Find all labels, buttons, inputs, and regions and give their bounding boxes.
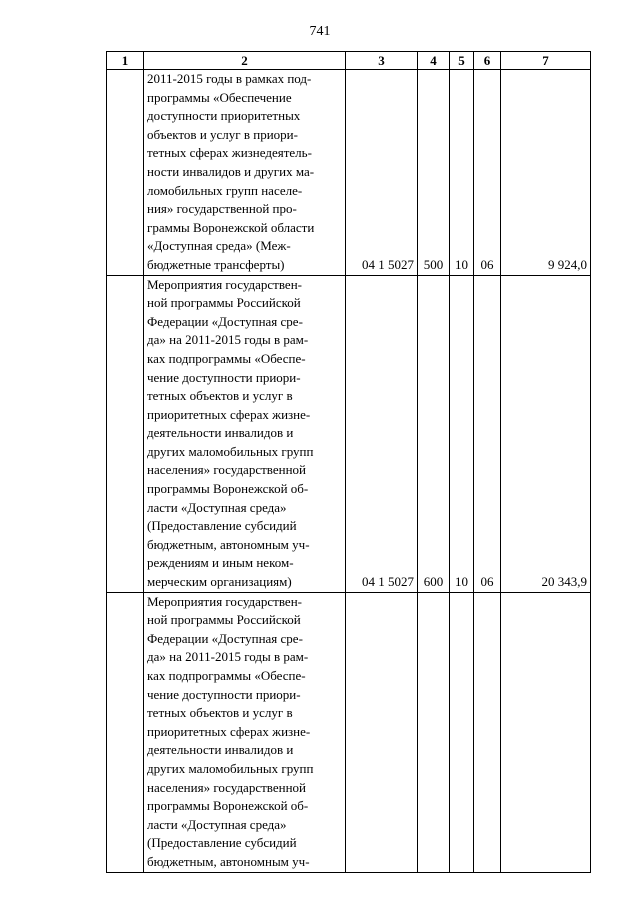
description-line: бюджетным, автономным уч- [147,853,310,869]
col-header-6: 6 [474,52,501,70]
col-header-1: 1 [107,52,144,70]
cell-target-code: 04 1 5027 [346,275,418,592]
cell-target-code [346,592,418,872]
description-line: населения» государственной [147,779,306,795]
cell-section: 10 [450,275,474,592]
cell-number [107,275,144,592]
table-row [107,275,591,592]
description-line: программы Воронежской об- [147,798,309,814]
description-line: Мероприятия государствен- [147,593,302,609]
cell-subsection: 06 [474,275,501,592]
description-line: доступности приоритетных [147,108,301,124]
col-header-4: 4 [418,52,450,70]
description-line: бюджетные трансферты) [147,256,285,272]
header-row [107,52,591,70]
description-line: чение доступности приори- [147,369,301,385]
cell-description [144,275,346,592]
cell-description [144,592,346,872]
description-line: других маломобильных групп [147,760,314,776]
col-header-2: 2 [144,52,346,70]
col-header-3: 3 [346,52,418,70]
cell-section: 10 [450,70,474,276]
cell-expense-type: 600 [418,275,450,592]
description-line: тетных объектов и услуг в [147,705,293,721]
description-line: приоритетных сферах жизне- [147,406,311,422]
cell-amount [501,592,591,872]
description-line: ках подпрограммы «Обеспе- [147,350,306,366]
description-line: 2011-2015 годы в рамках под- [147,71,312,86]
description-line: Федерации «Доступная сре- [147,630,303,646]
table-row [107,70,591,276]
description-line: реждениям и иным неком- [147,555,294,571]
description-line: да» на 2011-2015 годы в рам- [147,649,309,665]
description-line: (Предоставление субсидий [147,835,297,851]
description-line: бюджетным, автономным уч- [147,536,310,552]
cell-number [107,592,144,872]
cell-expense-type: 500 [418,70,450,276]
description-line: ности инвалидов и других ма- [147,163,315,179]
description-line: Федерации «Доступная сре- [147,313,303,329]
description-line: других маломобильных групп [147,443,314,459]
description-line: граммы Воронежской области [147,219,315,235]
description-line: чение доступности приори- [147,686,301,702]
description-line: объектов и услуг в приори- [147,126,298,142]
description-line: деятельности инвалидов и [147,425,294,441]
col-header-5: 5 [450,52,474,70]
page-number: 741 [309,24,331,39]
description-line: мерческим организациям) [147,574,292,590]
table-row [107,592,591,872]
description-line: приоритетных сферах жизне- [147,723,311,739]
description-line: программы Воронежской об- [147,481,309,497]
cell-target-code: 04 1 5027 [346,70,418,276]
cell-number [107,70,144,276]
cell-subsection [474,592,501,872]
description-line: (Предоставление субсидий [147,518,297,534]
description-line: ласти «Доступная среда» [147,499,287,515]
cell-amount: 9 924,0 [501,70,591,276]
description-line: программы «Обеспечение [147,89,292,105]
description-line: «Доступная среда» (Меж- [147,238,291,254]
col-header-7: 7 [501,52,591,70]
cell-subsection: 06 [474,70,501,276]
cell-section [450,592,474,872]
description-line: тетных объектов и услуг в [147,388,293,404]
cell-expense-type [418,592,450,872]
table-body [107,70,591,873]
cell-amount: 20 343,9 [501,275,591,592]
description-line: ния» государственной про- [147,201,297,217]
budget-table [106,51,591,873]
cell-description [144,70,346,276]
description-line: деятельности инвалидов и [147,742,294,758]
description-line: ной программы Российской [147,612,301,628]
description-line: населения» государственной [147,462,306,478]
description-line: ласти «Доступная среда» [147,816,287,832]
description-line: ной программы Российской [147,295,301,311]
description-line: тетных сферах жизнедеятель- [147,145,312,161]
description-line: Мероприятия государствен- [147,276,302,292]
description-line: ках подпрограммы «Обеспе- [147,668,306,683]
description-line: да» на 2011-2015 годы в рам- [147,332,309,348]
description-line: ломобильных групп населе- [147,182,303,198]
